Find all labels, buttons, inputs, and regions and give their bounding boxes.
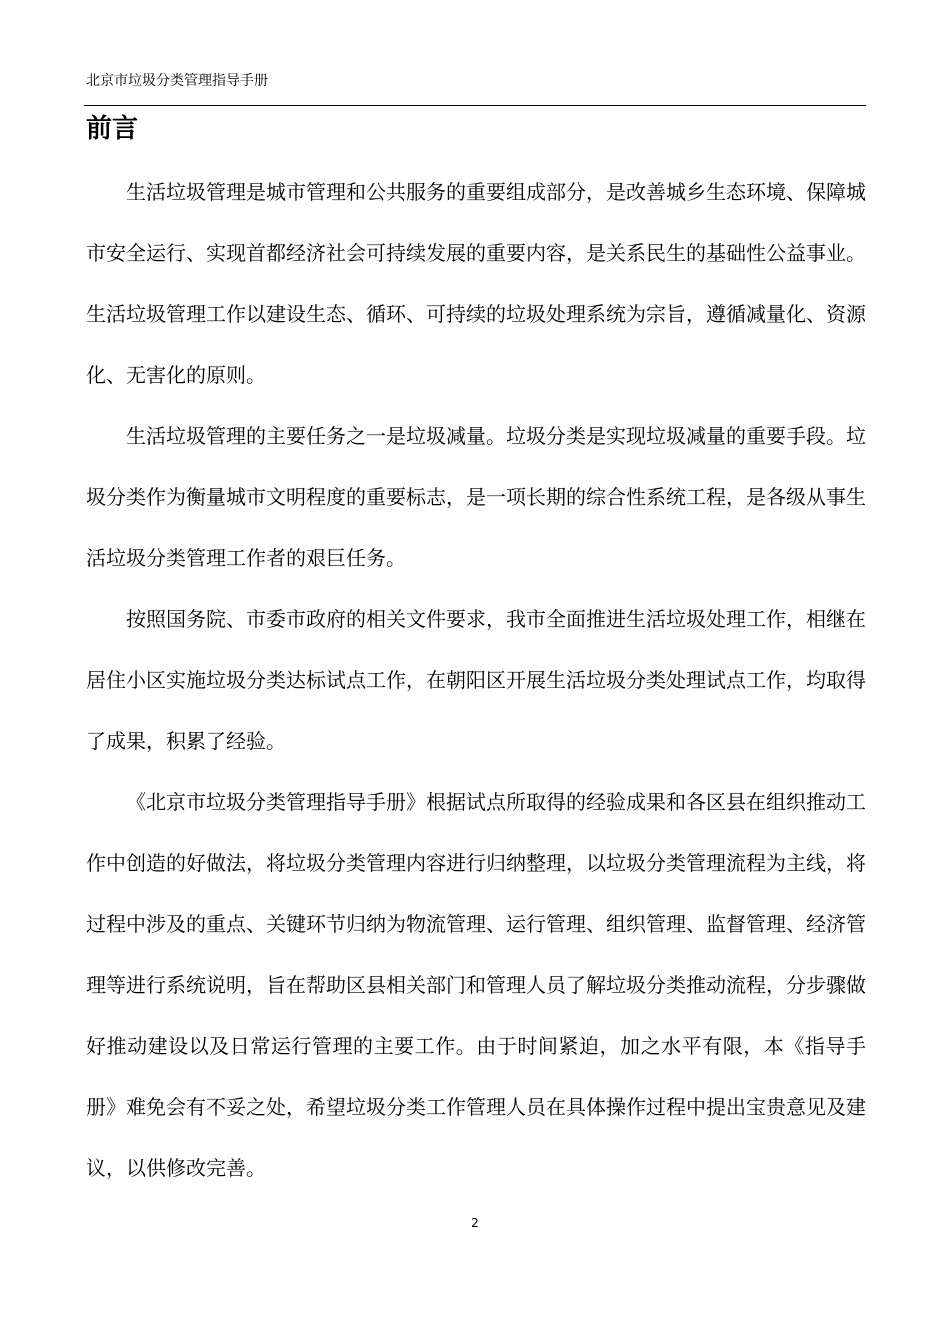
page-number: 2 xyxy=(471,1216,479,1230)
body-text xyxy=(86,162,866,1199)
paragraph: 生活垃圾管理是城市管理和公共服务的重要组成部分，是改善城乡生态环境、保障城市安全运行、实现首都经济社会可持续发展的重要内容，是关系民生的基础性公益事业。生活垃圾管理工作以建设生态、循环、可持续的垃圾处理系统为宗旨，遵循减量化、资源化、无害化的原则。 xyxy=(86,180,866,387)
running-header: 北京市垃圾分类管理指导手册 xyxy=(86,73,268,89)
paragraph: 按照国务院、市委市政府的相关文件要求，我市全面推进生活垃圾处理工作，相继在居住小区实施垃圾分类达标试点工作，在朝阳区开展生活垃圾分类处理试点工作，均取得了成果，积累了经验。 xyxy=(86,607,866,753)
paragraph: 生活垃圾管理的主要任务之一是垃圾减量。垃圾分类是实现垃圾减量的重要手段。垃圾分类作为衡量城市文明程度的重要标志，是一项长期的综合性系统工程，是各级从事生活垃圾分类管理工作者的艰巨任务。 xyxy=(86,424,866,570)
header-rule xyxy=(84,105,866,106)
paragraph: 《北京市垃圾分类管理指导手册》根据试点所取得的经验成果和各区县在组织推动工作中创造的好做法，将垃圾分类管理内容进行归纳整理，以垃圾分类管理流程为主线，将过程中涉及的重点、关键环节归纳为物流管理、运行管理、组织管理、监督管理、经济管理等进行系统说明，旨在帮助区县相关部门和管理人员了解垃圾分类推动流程，分步骤做好推动建设以及日常运行管理的主要工作。由于时间紧迫，加之水平有限，本《指导手册》难免会有不妥之处，希望垃圾分类工作管理人员在具体操作过程中提出宝贵意见及建议，以供修改完善。 xyxy=(86,790,866,1180)
section-title: 前言 xyxy=(86,114,139,144)
